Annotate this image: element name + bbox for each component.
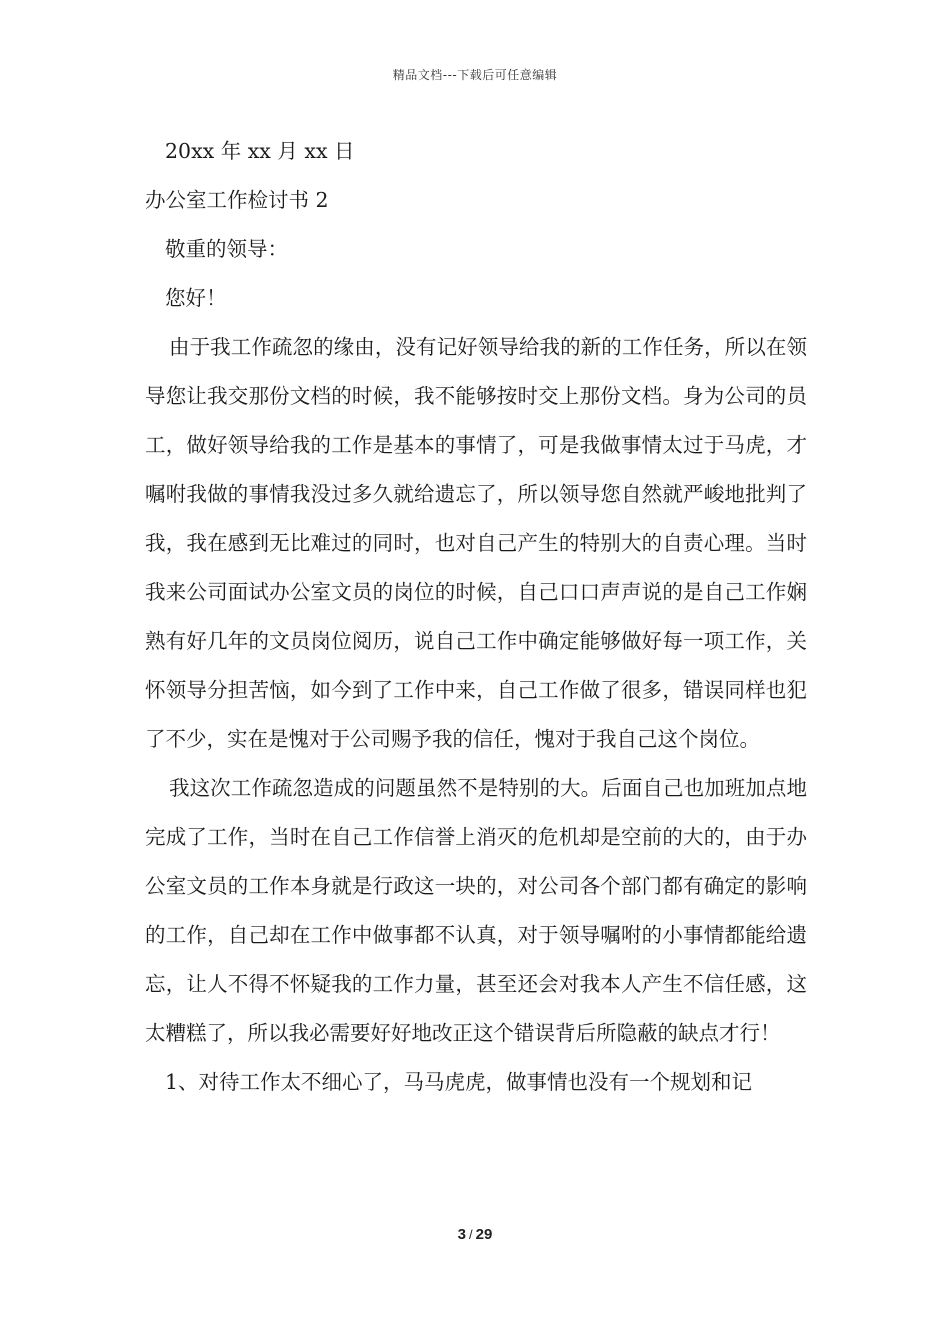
body-paragraph-2: 我这次工作疏忽造成的问题虽然不是特别的大。后面自己也加班加点地完成了工作，当时在自己工作信誉上消灭的危机却是空前的大的，由于办公室文员的工作本身就是行政这一块的，对公司各个部门都有确定的影响的工作，自己却在工作中做事都不认真，对于领导嘱咐的小事情都能给遗忘，让人不得不怀疑我的工作力量，甚至还会对我本人产生不信任感，这太糟糕了，所以我必需要好好地改正这个错误背后所隐蔽的缺点才行！ — [145, 776, 807, 1045]
page-header: 精品文档---下载后可任意编辑 — [392, 68, 558, 82]
page-number — [0, 1226, 950, 1243]
document-date: 20xx 年 xx 月 xx 日 — [165, 139, 355, 163]
salutation: 敬重的领导： — [165, 237, 288, 261]
total-pages: 29 — [475, 1226, 493, 1243]
body-paragraph-3: 1、对待工作太不细心了，马马虎虎，做事情也没有一个规划和记 — [165, 1070, 753, 1094]
page-separator: / — [469, 1227, 473, 1242]
document-body — [145, 127, 807, 1107]
document-title: 办公室工作检讨书 2 — [145, 188, 329, 212]
greeting: 您好！ — [165, 286, 227, 310]
body-paragraph-1: 由于我工作疏忽的缘由，没有记好领导给我的新的工作任务，所以在领导您让我交那份文档的时候，我不能够按时交上那份文档。身为公司的员工，做好领导给我的工作是基本的事情了，可是我做事情太过于马虎，才嘱咐我做的事情我没过多久就给遗忘了，所以领导您自然就严峻地批判了我，我在感到无比难过的同时，也对自己产生的特别大的自责心理。当时我来公司面试办公室文员的岗位的时候，自己口口声声说的是自己工作娴熟有好几年的文员岗位阅历，说自己工作中确定能够做好每一项工作，关怀领导分担苦恼，如今到了工作中来，自己工作做了很多，错误同样也犯了不少，实在是愧对于公司赐予我的信任，愧对于我自己这个岗位。 — [145, 335, 807, 751]
current-page: 3 — [457, 1226, 467, 1243]
